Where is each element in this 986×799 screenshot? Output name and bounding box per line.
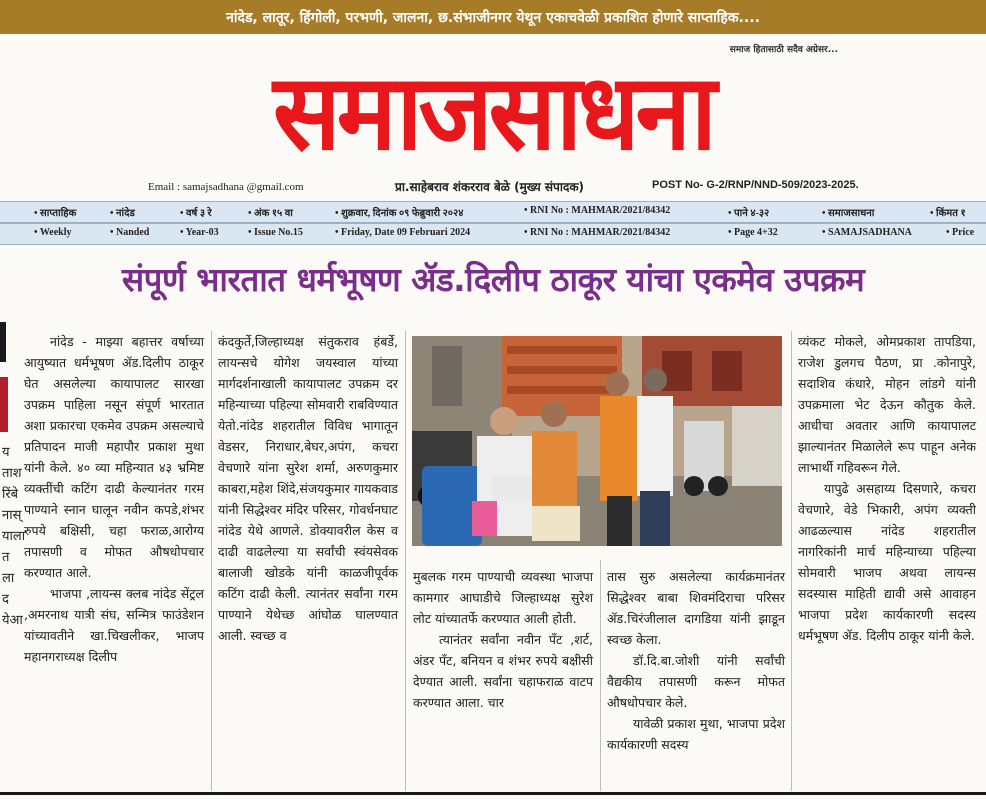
edge-mark: [0, 322, 6, 362]
info-row-marathi: [0, 201, 986, 223]
paragraph: नांदेड - माझ्या बहात्तर वर्षाच्या आयुष्यात धर्मभूषण ॲड.दिलीप ठाकूर घेत असलेल्या कायापालट सारखा उपक्रम पाहिला नसून संपूर्ण भारतात अशा प्रकारचा एकमेव उपक्रम असल्याचे प्रतिपादन माजी महापौर प्रकाश मुथा यांनी केले. ४० व्या महिन्यात ४३ भ्रमिष्ट व्यक्तींची कटिंग दाढी केल्यानंतर गरम पाण्याने स्नान घालून नवीन कपडे,शंभर रुपये बक्षिसी, चहा फराळ,आरोग्य तपासणी व मोफत औषधोपचार करण्यात आले.: [24, 334, 204, 580]
column-divider: [405, 331, 406, 791]
masthead-tagline: समाज हितासाठी सदैव अग्रेसर...: [729, 45, 838, 55]
photo-illustration: [412, 336, 782, 546]
paragraph: मुबलक गरम पाण्याची व्यवस्था भाजपा कामगार आघाडीचे जिल्हाध्यक्ष सुरेश लोट यांच्यातर्फे करण्यात आली होती.: [413, 569, 593, 626]
info-item: • Friday, Date 09 Februari 2024: [335, 227, 471, 238]
column-divider: [791, 331, 792, 791]
edge-red-mark: [0, 377, 8, 432]
info-item: • समाजसाधना: [822, 208, 875, 219]
info-item: • Issue No.15: [248, 227, 303, 238]
info-item: • Page 4+32: [728, 227, 778, 238]
info-item: • RNI No : MAHMAR/2021/84342: [524, 227, 671, 238]
edge-text: यताशरिंबेनास्यालातलादयेआ: [2, 445, 26, 628]
paragraph: कंदकुर्ते,जिल्हाध्यक्ष संतुकराव हंबर्डे, लायन्सचे योगेश जयस्वाल यांच्या मार्गदर्शनाखाली कायापालट उपक्रम दर महिन्याच्या पहिल्या सोमवारी राबविण्यात येतो.नांदेड शहरातील विविध भागातून वेडसर, निराधार,बेघर,अपंग, कचरा वेचणारे यांना सुरेश शर्मा, अरुणकुमार काबरा,महेश शिंदे,संजयकुमार गायकवाड यांनी सिद्धेश्वर मंदिर परिसर, गोवर्धनघाट नांदेड येथे आणले. डोक्यावरील केस व दाढी वाढलेल्या या सर्वांची स्वंयसेवक बालाजी खोडके यांनी काळजीपूर्वक कटिंग दाढी केली. त्यानंतर सर्वांना गरम पाण्याने येथेच्छ आंघोळ घालण्यात आली. स्वच्छ व: [218, 334, 398, 643]
info-item: • Year-03: [180, 227, 219, 238]
info-item: • अंक १५ वा: [248, 208, 293, 219]
paragraph: तास सुरु असलेल्या कार्यक्रमानंतर सिद्धेश्वर बाबा शिवमंदिराचा परिसर ॲड.चिरंजीलाल दागडिया यांनी झाडून स्वच्छ केला.: [607, 569, 785, 647]
paragraph: भाजपा ,लायन्स क्लब नांदेड सेंट्रल ,अमरनाथ यात्री संघ, सन्मित्र फाउंडेशन यांच्यावतीने खा.चिखलीकर, भाजप महानगराध्यक्ष दिलीप: [24, 586, 204, 664]
info-item: • Price: [946, 227, 975, 238]
previous-article-edge: [0, 322, 26, 799]
email-line: Email : samajsadhana @gmail.com: [148, 181, 304, 193]
info-item: • शुक्रवार, दिनांक ०९ फेब्रुवारी २०२४: [335, 208, 464, 219]
paragraph: डॉ.दि.बा.जोशी यांनी सर्वांची वैद्यकीय तपासणी करून मोफत औषधोपचार केले.: [607, 653, 785, 710]
info-item: • किंमत १: [930, 208, 966, 219]
article-column-1: [24, 331, 204, 667]
paragraph: यापुढे असहाय्य दिसणारे, कचरा वेचणारे, वेडे भिकारी, अपंग व्यक्ती आढळल्यास नांदेड शहरातील नागरिकांनी मार्च महिन्याच्या पहिल्या सोमवारी भाजप अथवा लायन्स सदस्यास माहिती द्यावी असे आवाहन भाजपा प्रदेश कार्यकारणी सदस्य धर्मभूषण ॲड. दिलीप ठाकूर यांनी केले.: [798, 481, 976, 643]
paragraph: यावेळी प्रकाश मुथा, भाजपा प्रदेश कार्यकारणी सदस्य: [607, 716, 785, 752]
paragraph: त्यानंतर सर्वांना नवीन पँट ,शर्ट, अंडर पँट, बनियन व शंभर रुपये बक्षीसी देण्यात आली. सर्वांना चहाफराळ वाटप करण्यात आला. चार: [413, 632, 593, 710]
top-banner-text: नांदेड, लातूर, हिंगोली, परभणी, जालना, छ.संभाजीनगर येथून एकाचवेळी प्रकाशित होणारे साप्ताहिक....: [226, 10, 760, 26]
article-headline: संपूर्ण भारतात धर्मभूषण ॲड.दिलीप ठाकूर यांचा एकमेव उपक्रम: [121, 260, 865, 299]
article-column-3: [413, 566, 593, 713]
info-item: • वर्ष ३ रे: [180, 208, 212, 219]
info-item: • RNI No : MAHMAR/2021/84342: [524, 205, 671, 216]
info-item: • Nanded: [110, 227, 150, 238]
info-item: • पाने ४-३२: [728, 208, 770, 219]
bottom-rule: [0, 792, 986, 795]
info-item: • साप्ताहिक: [34, 208, 77, 219]
masthead: [0, 48, 986, 178]
info-item: • SAMAJSADHANA: [822, 227, 912, 238]
paragraph: व्यंकट मोकले, ओमप्रकाश तापडिया, राजेश डुलगच पैठण, प्रा .कोनापुरे, सदाशिव कंधारे, मोहन लांडगे यांनी उपक्रमाला भेट देऊन कौतुक केले. आधीचा अवतार आणि कायापालट झाल्यानंतर मिळालेले रूप पाहून अनेक लाभार्थी गहिवरून गेले.: [798, 334, 976, 475]
post-number: POST No- G-2/RNP/NND-509/2023-2025.: [652, 179, 859, 191]
info-item: • Weekly: [34, 227, 72, 238]
info-row-english: [0, 223, 986, 245]
newspaper-title: समाजसाधना: [273, 51, 713, 174]
article-column-5: [798, 331, 976, 646]
info-item: • नांदेड: [110, 208, 135, 219]
column-divider: [211, 331, 212, 791]
article-photo: [412, 336, 782, 546]
top-banner: [0, 0, 986, 34]
column-divider: [600, 560, 601, 791]
article-column-2: [218, 331, 398, 646]
editor-line: प्रा.साहेबराव शंकरराव बेळे (मुख्य संपादक): [395, 180, 585, 194]
article-column-4: [607, 566, 785, 755]
